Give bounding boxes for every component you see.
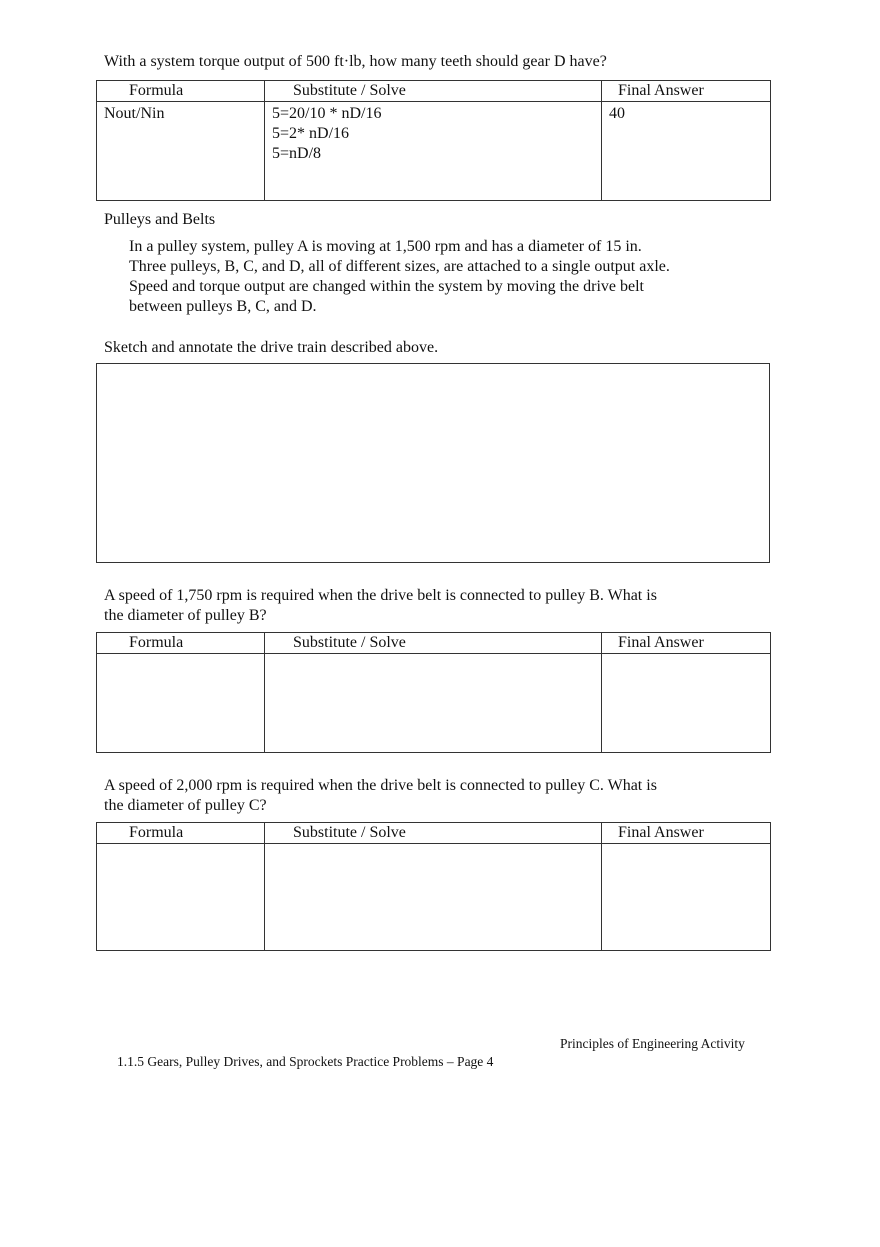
substitute-solve-cell[interactable] [265,844,602,951]
final-answer-header: Final Answer [602,633,771,654]
prompt-line: A speed of 1,750 rpm is required when the drive belt is connected to pulley B. What is [104,587,657,604]
final-answer-header: Final Answer [602,823,771,844]
final-answer-cell[interactable] [602,102,771,201]
substitute-solve-header: Substitute / Solve [265,633,602,654]
paragraph-line: Three pulleys, B, C, and D, all of different sizes, are attached to a single output axle. [129,258,670,275]
prompt-line: the diameter of pulley B? [104,607,267,624]
pulley-c-header-row [97,823,771,844]
footer-page-label: 1.1.5 Gears, Pulley Drives, and Sprockets Practice Problems – Page 4 [117,1054,494,1069]
formula-value: Nout/Nin [104,105,165,122]
footer-course: Principles of Engineering Activity [560,1036,745,1051]
pulley-b-header-row [97,633,771,654]
gear-table-header-row [97,81,771,102]
final-answer-cell[interactable] [602,654,771,753]
gear-answer-table [96,80,771,201]
gear-table-answer-row [97,102,771,201]
final-answer-header: Final Answer [602,81,771,102]
pulley-b-answer-row [97,654,771,753]
paragraph-line: Speed and torque output are changed within the system by moving the drive belt [129,278,644,295]
substitute-solve-cell[interactable] [265,654,602,753]
pulleys-heading: Pulleys and Belts [104,211,216,228]
pulley-c-answer-row [97,844,771,951]
sketch-prompt: Sketch and annotate the drive train described above. [104,339,439,356]
final-answer-cell[interactable] [602,844,771,951]
formula-header: Formula [97,823,265,844]
solve-line: 5=nD/8 [272,145,322,162]
formula-header: Formula [97,633,265,654]
solve-line: 5=20/10 * nD/16 [272,105,382,122]
formula-cell[interactable] [97,654,265,753]
paragraph-line: In a pulley system, pulley A is moving at 1,500 rpm and has a diameter of 15 in. [129,238,642,255]
pulley-c-question-prompt [104,776,657,816]
substitute-solve-cell[interactable] [265,102,602,201]
prompt-line: the diameter of pulley C? [104,797,267,814]
prompt-line: A speed of 2,000 rpm is required when the drive belt is connected to pulley C. What is [104,777,657,794]
pulleys-paragraph [129,237,670,317]
formula-cell[interactable] [97,844,265,951]
gear-question-prompt: With a system torque output of 500 ft·lb, how many teeth should gear D have? [104,53,607,70]
substitute-solve-header: Substitute / Solve [265,81,602,102]
final-answer-value: 40 [609,105,625,122]
pulley-b-answer-table [96,632,771,753]
pulley-c-answer-table [96,822,771,951]
sketch-area[interactable] [96,363,770,563]
formula-cell[interactable] [97,102,265,201]
paragraph-line: between pulleys B, C, and D. [129,298,317,315]
formula-header: Formula [97,81,265,102]
substitute-solve-header: Substitute / Solve [265,823,602,844]
solve-line: 5=2* nD/16 [272,125,350,142]
pulley-b-question-prompt [104,586,657,626]
